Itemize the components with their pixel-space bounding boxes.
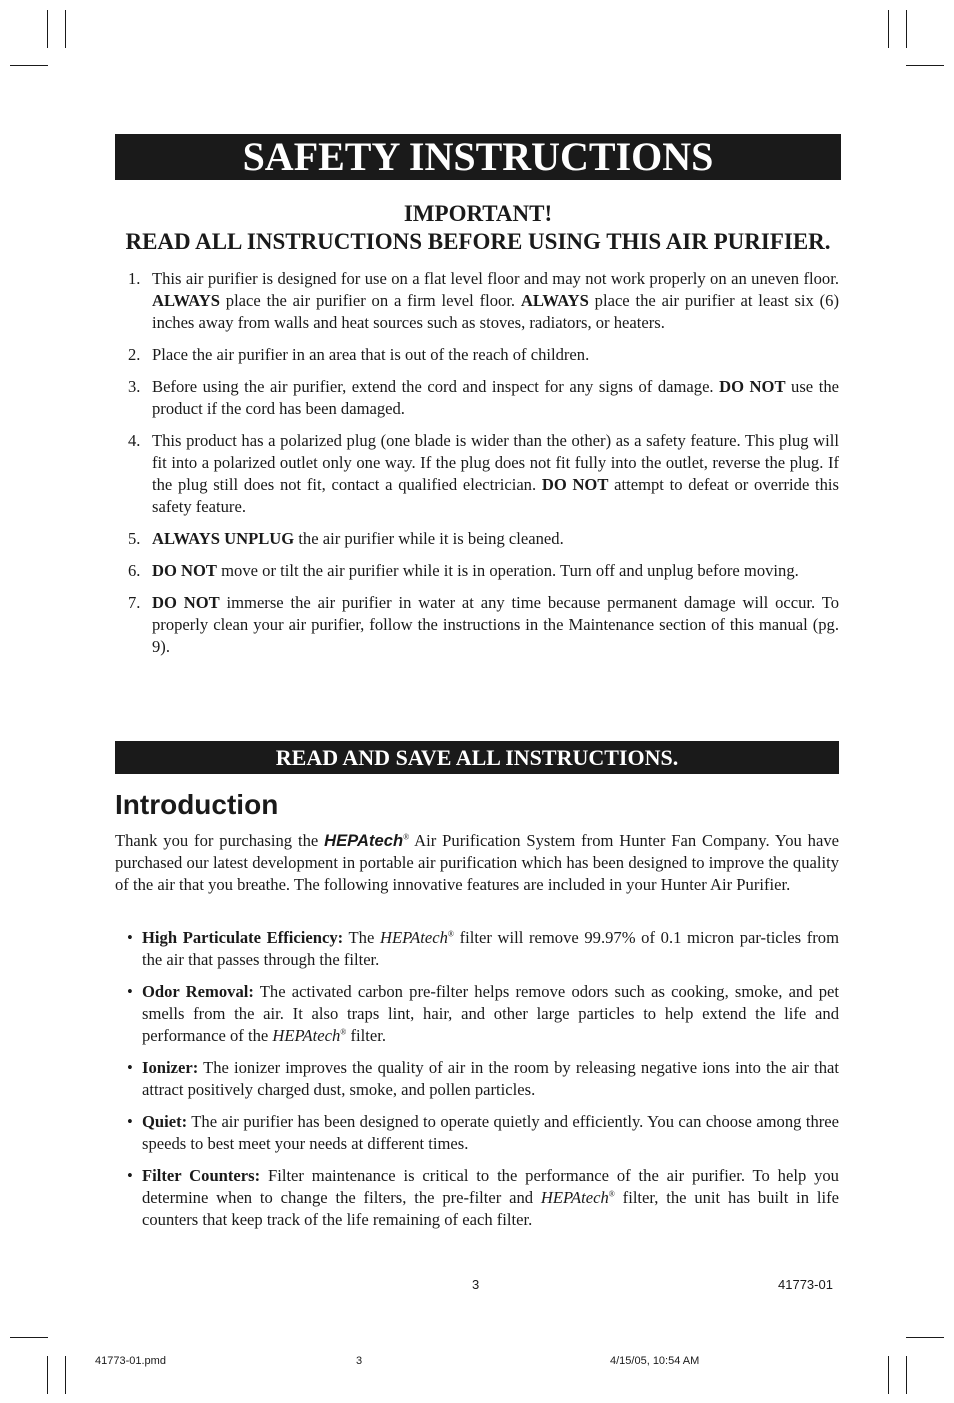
item-text: use the product if the cord has been damaged. xyxy=(152,377,839,418)
rule-number: 6. xyxy=(128,561,141,580)
item-text: place the air purifier on a firm level floor. xyxy=(219,291,521,310)
slug-filename: 41773-01.pmd xyxy=(95,1355,166,1367)
item-text: The ionizer improves the quality of air in the room by releasing negative ions into the air that attract positively charged dust, smoke, and pollen particles. xyxy=(142,1058,839,1099)
safety-rule-item xyxy=(115,344,839,366)
brand-name: HEPAtech xyxy=(540,1188,609,1207)
item-text: The activated carbon pre-filter helps remove odors such as cooking, smoke, and pet smells from the air. It also traps lint, hair, and other large particles to help extend the life and performance of the xyxy=(142,982,839,1045)
item-text: immerse the air purifier in water at any time because permanent damage will occur. To properly clean your air purifier, follow the instructions in the Maintenance section of this manual (pg. 9). xyxy=(152,593,839,656)
bullet-icon: • xyxy=(127,1166,133,1185)
important-notice xyxy=(115,200,841,256)
slug-page: 3 xyxy=(356,1355,363,1367)
page-number: 3 xyxy=(472,1277,480,1292)
intro-text-end: Air Purification System from Hunter Fan Company. You have purchased our latest development in portable air purification which has been designed to improve the quality of the air that you breathe. The following innovative features are included in your Hunter Air Purifier. xyxy=(115,831,839,894)
rule-number: 1. xyxy=(128,269,141,288)
item-text: move or tilt the air purifier while it is in operation. Turn off and unplug before moving. xyxy=(217,561,799,580)
bullet-icon: • xyxy=(127,1058,133,1077)
bullet-icon: • xyxy=(127,982,133,1001)
safety-rule-item xyxy=(115,592,839,658)
item-text: The air purifier has been designed to operate quietly and efficiently. You can choose among three speeds to best meet your needs at different times. xyxy=(142,1112,839,1153)
important-heading: IMPORTANT! xyxy=(403,201,553,226)
rule-number: 2. xyxy=(128,345,141,364)
bold-text: Ionizer: xyxy=(142,1058,199,1077)
item-text: filter will remove 99.97% of 0.1 micron par-ticles from the air that passes through the filter. xyxy=(142,928,840,969)
item-text: filter. xyxy=(346,1026,386,1045)
safety-rule-item xyxy=(115,268,839,334)
feature-item xyxy=(115,927,839,971)
feature-item xyxy=(115,1057,839,1101)
brand-name: HEPAtech xyxy=(324,831,404,850)
item-text: filter, the unit has built in life counters that keep track of the life remaining of each filter. xyxy=(142,1188,839,1229)
item-text: place the air purifier at least six (6) inches away from walls and heat sources such as stoves, radiators, or heaters. xyxy=(152,291,840,332)
safety-rules-list xyxy=(115,268,839,668)
bullet-icon: • xyxy=(127,928,133,947)
item-text: Filter maintenance is critical to the performance of the air purifier. To help you determine when to change the filters, the pre-filter and xyxy=(142,1166,839,1207)
bold-text: High Particulate Efficiency: xyxy=(142,928,344,947)
item-text: attempt to defeat or override this safety feature. xyxy=(152,475,840,516)
item-text: Before using the air purifier, extend the cord and inspect for any signs of damage. xyxy=(152,377,720,396)
bold-text: DO NOT xyxy=(719,377,786,396)
rule-number: 3. xyxy=(128,377,141,396)
intro-text-start: Thank you for purchasing the xyxy=(115,831,325,850)
safety-rule-item xyxy=(115,560,839,582)
registered-mark: ® xyxy=(403,832,410,842)
feature-item xyxy=(115,1165,839,1231)
safety-rule-item xyxy=(115,376,839,420)
rule-number: 4. xyxy=(128,431,141,450)
bold-text: DO NOT xyxy=(152,561,217,580)
safety-rule-item xyxy=(115,528,839,550)
bold-text: DO NOT xyxy=(152,593,220,612)
feature-item xyxy=(115,1111,839,1155)
registered-mark: ® xyxy=(447,929,454,939)
bullet-icon: • xyxy=(127,1112,133,1131)
page-title: SAFETY INSTRUCTIONS xyxy=(115,134,841,180)
item-text: Place the air purifier in an area that is out of the reach of children. xyxy=(152,345,590,364)
save-instructions-banner: READ AND SAVE ALL INSTRUCTIONS. xyxy=(115,741,839,774)
bold-text: Filter Counters: xyxy=(142,1166,261,1185)
bold-text: DO NOT xyxy=(541,475,609,494)
bold-text: Quiet: xyxy=(142,1112,188,1131)
brand-name: HEPAtech xyxy=(272,1026,341,1045)
rule-number: 7. xyxy=(128,593,141,612)
bold-text: ALWAYS xyxy=(520,291,589,310)
bold-text: ALWAYS xyxy=(152,291,220,310)
introduction-paragraph xyxy=(115,830,839,896)
item-text: The xyxy=(343,928,380,947)
important-subheading: READ ALL INSTRUCTIONS BEFORE USING THIS AIR PURIFIER. xyxy=(125,229,831,254)
feature-item xyxy=(115,981,839,1047)
introduction-heading: Introduction xyxy=(115,789,279,820)
rule-number: 5. xyxy=(128,529,141,548)
registered-mark: ® xyxy=(608,1189,615,1199)
item-text: This air purifier is designed for use on a flat level floor and may not work properly on an uneven floor. xyxy=(152,269,839,288)
bold-text: ALWAYS UNPLUG xyxy=(152,529,295,548)
brand-name: HEPAtech xyxy=(379,928,448,947)
registered-mark: ® xyxy=(340,1027,347,1037)
document-code: 41773-01 xyxy=(778,1277,833,1292)
safety-rule-item xyxy=(115,430,839,518)
features-list xyxy=(115,927,839,1241)
bold-text: Odor Removal: xyxy=(142,982,254,1001)
slug-datetime: 4/15/05, 10:54 AM xyxy=(610,1355,700,1367)
item-text: This product has a polarized plug (one blade is wider than the other) as a safety feature. This plug will fit into a polarized outlet only one way. If the plug does not fit fully into the outlet, reverse the plug. If the plug still does not fit, contact a qualified electrician. xyxy=(152,431,839,494)
item-text: the air purifier while it is being cleaned. xyxy=(294,529,564,548)
